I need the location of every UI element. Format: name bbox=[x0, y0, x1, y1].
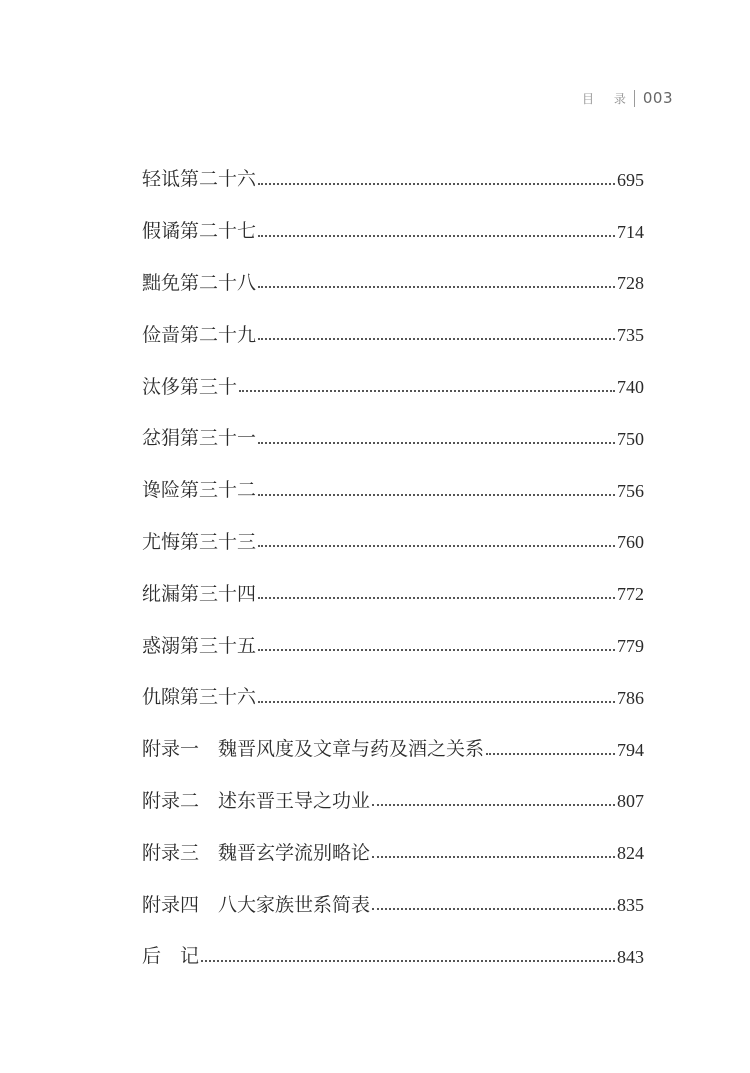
toc-entry-page: 835 bbox=[617, 895, 644, 916]
toc-entry-page: 824 bbox=[617, 843, 644, 864]
dot-leader bbox=[258, 597, 615, 599]
dot-leader bbox=[201, 960, 615, 962]
toc-entry-title: 仇隙第三十六 bbox=[142, 686, 257, 709]
dot-leader bbox=[258, 338, 615, 340]
toc-entry-title: 假谲第二十七 bbox=[142, 220, 257, 243]
toc-entry-prefix: 附录三 bbox=[142, 841, 200, 864]
toc-entry-appendix[interactable] bbox=[142, 879, 644, 931]
dot-leader bbox=[258, 701, 615, 703]
dot-leader bbox=[372, 856, 615, 858]
toc-entry-page: 843 bbox=[617, 946, 644, 967]
toc-entry[interactable] bbox=[142, 309, 644, 361]
toc-entry-prefix: 附录二 bbox=[142, 789, 200, 812]
toc-entry[interactable] bbox=[142, 517, 644, 569]
toc-entry-page: 786 bbox=[617, 687, 644, 708]
toc-entry-title: 纰漏第三十四 bbox=[142, 582, 257, 605]
toc-entry-title: 汰侈第三十 bbox=[142, 375, 238, 398]
toc-entry-page: 728 bbox=[617, 273, 644, 294]
toc-entry-afterword[interactable] bbox=[142, 931, 644, 983]
toc-entry-title: 惑溺第三十五 bbox=[142, 634, 257, 657]
dot-leader bbox=[372, 804, 615, 806]
toc-entry-title: 俭啬第二十九 bbox=[142, 323, 257, 346]
toc-entry[interactable] bbox=[142, 568, 644, 620]
toc-entry-page: 735 bbox=[617, 325, 644, 346]
toc-entry-appendix[interactable] bbox=[142, 776, 644, 828]
header-title: 目 录 bbox=[582, 91, 634, 106]
toc-entry-title: 黜免第二十八 bbox=[142, 271, 257, 294]
dot-leader bbox=[258, 183, 615, 185]
toc-entry[interactable] bbox=[142, 206, 644, 258]
dot-leader bbox=[258, 649, 615, 651]
toc-entry-page: 760 bbox=[617, 532, 644, 553]
toc-entry-page: 794 bbox=[617, 739, 644, 760]
toc-entry-page: 772 bbox=[617, 584, 644, 605]
toc-entry[interactable] bbox=[142, 672, 644, 724]
toc-entry-page: 695 bbox=[617, 169, 644, 190]
toc-entry-title: 尤悔第三十三 bbox=[142, 530, 257, 553]
dot-leader bbox=[258, 235, 615, 237]
dot-leader bbox=[239, 390, 615, 392]
toc-entry-title: 忿狷第三十一 bbox=[142, 427, 257, 450]
toc-entry-page: 740 bbox=[617, 377, 644, 398]
toc-entry-title: 轻诋第二十六 bbox=[142, 168, 257, 191]
running-header bbox=[582, 88, 673, 108]
dot-leader bbox=[258, 286, 615, 288]
toc-entry-page: 807 bbox=[617, 791, 644, 812]
toc-entry[interactable] bbox=[142, 361, 644, 413]
toc-entry-title: 魏晋玄学流别略论 bbox=[218, 841, 371, 864]
dot-leader bbox=[258, 494, 615, 496]
toc-entry-page: 756 bbox=[617, 480, 644, 501]
toc-entry[interactable] bbox=[142, 465, 644, 517]
toc-entry-title: 后 记 bbox=[142, 945, 200, 968]
toc-entry[interactable] bbox=[142, 413, 644, 465]
dot-leader bbox=[258, 442, 615, 444]
toc-entry-prefix: 附录一 bbox=[142, 738, 200, 761]
toc-entry[interactable] bbox=[142, 154, 644, 206]
toc-entry-page: 779 bbox=[617, 636, 644, 657]
header-divider bbox=[634, 90, 635, 107]
toc-entry-appendix[interactable] bbox=[142, 827, 644, 879]
toc-entry-title: 述东晋王导之功业 bbox=[218, 789, 371, 812]
dot-leader bbox=[486, 753, 615, 755]
toc-entry-page: 750 bbox=[617, 428, 644, 449]
dot-leader bbox=[258, 545, 615, 547]
toc-entry-appendix[interactable] bbox=[142, 724, 644, 776]
toc-entry-title: 八大家族世系简表 bbox=[218, 893, 371, 916]
toc-entry[interactable] bbox=[142, 620, 644, 672]
toc-entry-title: 谗险第三十二 bbox=[142, 479, 257, 502]
table-of-contents bbox=[142, 154, 644, 983]
toc-entry-page: 714 bbox=[617, 221, 644, 242]
toc-entry-title: 魏晋风度及文章与药及酒之关系 bbox=[218, 738, 485, 761]
dot-leader bbox=[372, 908, 615, 910]
toc-entry[interactable] bbox=[142, 258, 644, 310]
toc-entry-prefix: 附录四 bbox=[142, 893, 200, 916]
header-page-number: 003 bbox=[642, 89, 673, 107]
